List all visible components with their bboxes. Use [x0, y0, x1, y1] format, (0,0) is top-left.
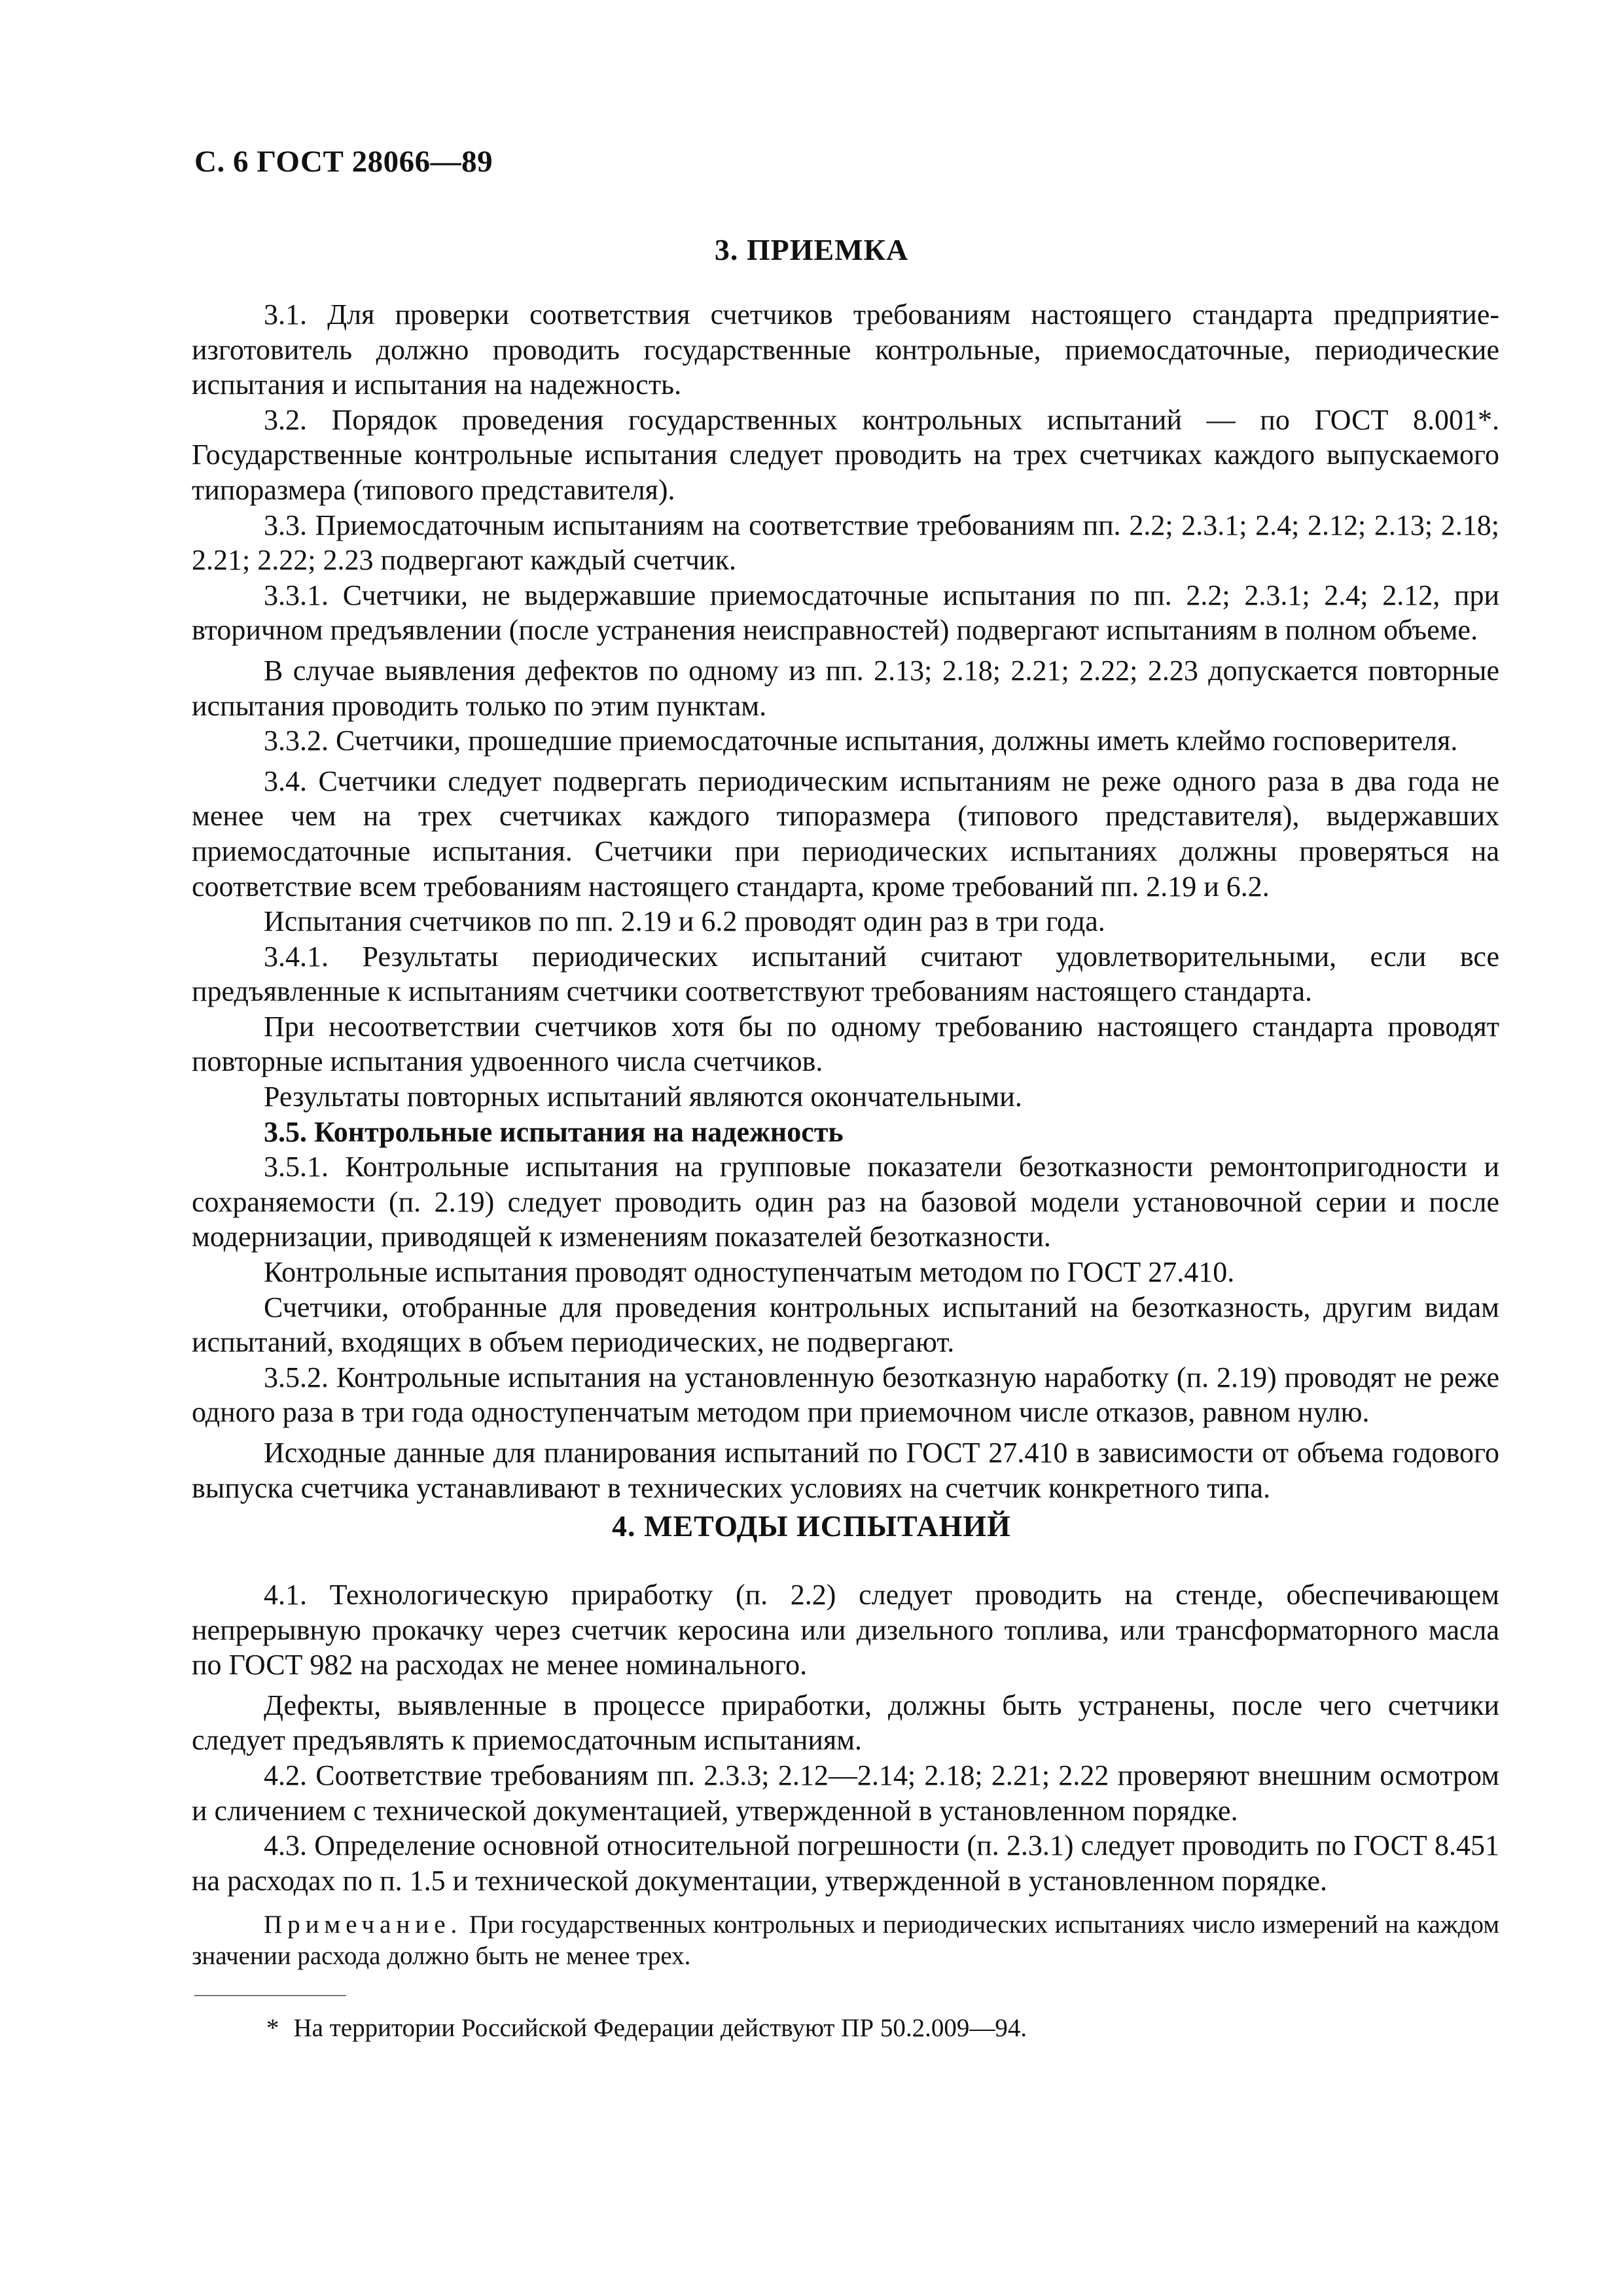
paragraph-3-5-2: 3.5.2. Контрольные испытания на установленную безотказную наработку (п. 2.19) проводят не реже одного раза в три года одноступенчатым методом при приемочном числе отказов, равном нулю. — [192, 1361, 1499, 1429]
paragraph-4-3: 4.3. Определение основной относительной погрешности (п. 2.3.1) следует проводить по ГОСТ 8.451 на расходах по п. 1.5 и технической документации, утвержденной в установленном порядке. — [192, 1829, 1499, 1897]
section-3-title: 3. ПРИЕМКА — [714, 233, 909, 266]
paragraph-3-1: 3.1. Для проверки соответствия счетчиков требованиям настоящего стандарта предприятие-изготовитель должно проводить государственные контрольные, приемосдаточные, периодические испытания и испытания на надежность. — [192, 298, 1499, 401]
paragraph-3-2: 3.2. Порядок проведения государственных контрольных испытаний — по ГОСТ 8.001*. Государственные контрольные испытания следует проводить на трех счетчиках каждого выпускаемого типоразмера (типового представителя). — [192, 403, 1499, 506]
running-head: С. 6 ГОСТ 28066—89 — [194, 145, 493, 179]
note-label: Примечание. — [264, 1910, 463, 1939]
section-4-body — [192, 1577, 1499, 1898]
paragraph-3-3-1: 3.3.1. Счетчики, не выдержавшие приемосдаточные испытания по пп. 2.2; 2.3.1; 2.4; 2.12, при вторичном предъявлении (после устранения неисправностей) подвергают испытаниям в полном объеме. — [192, 579, 1499, 647]
note-block — [192, 1909, 1499, 1972]
paragraph-4-2: 4.2. Соответствие требованиям пп. 2.3.3; 2.12—2.14; 2.18; 2.21; 2.22 проверяют внешним осмотром и сличением с технической документацией, утвержденной в установленном порядке. — [192, 1759, 1499, 1827]
paragraph-3-5-1-cont2: Счетчики, отобранные для проведения контрольных испытаний на безотказность, другим видам испытаний, входящих в объем периодических, не подвергают. — [192, 1291, 1499, 1359]
paragraph-4-1: 4.1. Технологическую приработку (п. 2.2) следует проводить на стенде, обеспечивающем непрерывную прокачку через счетчик керосина или дизельного топлива, или трансформаторного масла по ГОСТ 982 на расходах не менее номинального. — [192, 1579, 1499, 1681]
paragraph-3-4: 3.4. Счетчики следует подвергать периодическим испытаниям не реже одного раза в два года не менее чем на трех счетчиках каждого типоразмера (типового представителя), выдержавших приемосдаточные испытания. Счетчики при периодических испытаниях должны проверяться на соответствие всем требованиям настоящего стандарта, кроме требований пп. 2.19 и 6.2. — [192, 764, 1499, 903]
subsection-3-5-title: 3.5. Контрольные испытания на надежность — [264, 1115, 844, 1148]
paragraph-4-1-cont: Дефекты, выявленные в процессе приработки, должны быть устранены, после чего счетчики следует предъявлять к приемосдаточным испытаниям. — [192, 1689, 1499, 1757]
paragraph-3-4-1-cont: При несоответствии счетчиков хотя бы по одному требованию настоящего стандарта проводят повторные испытания удвоенного числа счетчиков. — [192, 1010, 1499, 1078]
paragraph-3-5-2-cont: Исходные данные для планирования испытаний по ГОСТ 27.410 в зависимости от объема годового выпуска счетчика устанавливают в технических условиях на счетчик конкретного типа. — [192, 1437, 1499, 1504]
section-3-body — [192, 297, 1499, 1505]
paragraph-3-4-1-final: Результаты повторных испытаний являются окончательными. — [264, 1081, 1022, 1113]
footnote-text: На территории Российской Федерации действуют ПР 50.2.009—94. — [293, 2014, 1027, 2042]
footnote-marker: * — [266, 2014, 279, 2042]
footnote-divider — [194, 1995, 346, 1996]
paragraph-3-5-1-cont: Контрольные испытания проводят одноступенчатым методом по ГОСТ 27.410. — [264, 1256, 1235, 1289]
section-4-title: 4. МЕТОДЫ ИСПЫТАНИЙ — [612, 1509, 1011, 1543]
paragraph-3-3: 3.3. Приемосдаточным испытаниям на соответствие требованиям пп. 2.2; 2.3.1; 2.4; 2.12; 2.13; 2.18; 2.21; 2.22; 2.23 подвергают каждый счетчик. — [192, 509, 1499, 577]
paragraph-3-3-2: 3.3.2. Счетчики, прошедшие приемосдаточные испытания, должны иметь клеймо госповерителя. — [264, 725, 1458, 757]
paragraph-3-4-cont: Испытания счетчиков по пп. 2.19 и 6.2 проводят один раз в три года. — [264, 905, 1105, 938]
footnote — [266, 2013, 1027, 2044]
paragraph-3-4-1: 3.4.1. Результаты периодических испытаний считают удовлетворительными, если все предъявленные к испытаниям счетчики соответствуют требованиям настоящего стандарта. — [192, 940, 1499, 1008]
paragraph-3-5-1: 3.5.1. Контрольные испытания на групповые показатели безотказности ремонтопригодности и сохраняемости (п. 2.19) следует проводить один раз на базовой модели установочной серии и после модернизации, приводящей к изменениям показателей безотказности. — [192, 1151, 1499, 1253]
note-text: При государственных контрольных и периодических испытаниях число измерений на каждом значении расхода должно быть не менее трех. — [192, 1910, 1499, 1970]
paragraph-3-3-1-cont: В случае выявления дефектов по одному из пп. 2.13; 2.18; 2.21; 2.22; 2.23 допускается повторные испытания проводить только по этим пунктам. — [192, 654, 1499, 722]
